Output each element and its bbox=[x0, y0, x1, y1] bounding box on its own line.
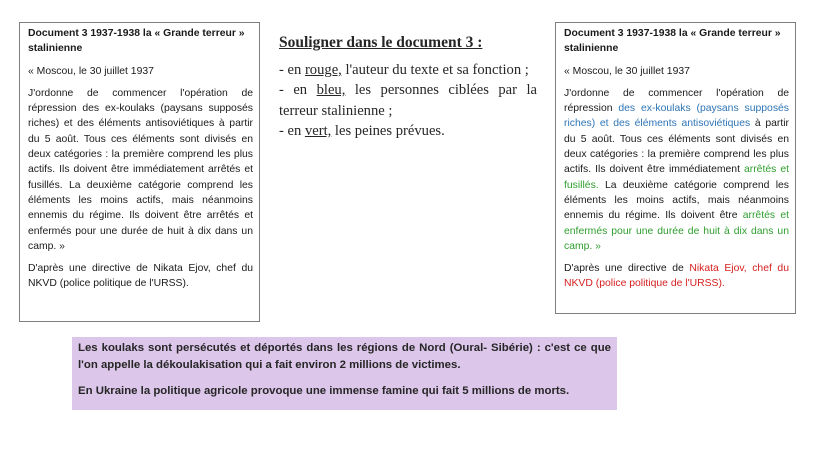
instructions-title: Souligner dans le document 3 : bbox=[279, 34, 483, 51]
summary-box bbox=[72, 337, 617, 410]
instruction-green: - en vert, les peines prévues. bbox=[279, 122, 445, 139]
document-source: D'après une directive de Nikata Ejov, chef du NKVD (police politique de l'URSS). bbox=[28, 263, 253, 290]
document-place-date: « Moscou, le 30 juillet 1937 bbox=[28, 65, 154, 77]
document-place-date: « Moscou, le 30 juillet 1937 bbox=[564, 65, 690, 77]
document-quote-annotated: J'ordonne de commencer l'opération de répression des ex-koulaks (paysans supposés riches) et des éléments antisoviétiques à partir du 5 août. Tous ces éléments sont divisés en deux catégories : la première comprend les plus actifs. Ils doivent être immédiatement arrêtés et fusillés. La deuxième catégorie comprend les éléments les moins actifs, mais néanmoins ennemis du régime. Ils doivent être arrêtés et enfermés pour une durée de huit à dix dans un camp. » bbox=[564, 87, 789, 252]
summary-dekoulakisation: Les koulaks sont persécutés et déportés dans les régions de Nord (Oural- Sibérie) : c'est ce que l'on appelle la dékoulakisation qui a fait environ 2 millions de victimes. bbox=[78, 342, 611, 371]
document-3-original bbox=[19, 22, 260, 322]
instruction-red: - en rouge, l'auteur du texte et sa fonction ; bbox=[279, 62, 529, 78]
document-source-annotated: D'après une directive de Nikata Ejov, chef du NKVD (police politique de l'URSS). bbox=[564, 263, 789, 290]
highlight-red-author: Nikata Ejov, chef du NKVD (police politique de l'URSS). bbox=[564, 263, 789, 290]
document-3-annotated bbox=[555, 22, 796, 314]
instruction-blue: - en bleu, les personnes ciblées par la terreur stalinienne ; bbox=[279, 82, 538, 119]
document-title: Document 3 1937-1938 la « Grande terreur » stalinienne bbox=[28, 28, 245, 55]
document-title: Document 3 1937-1938 la « Grande terreur » stalinienne bbox=[564, 28, 781, 55]
highlight-blue-targets: des ex-koulaks (paysans supposés riches) et des éléments antisoviétiques bbox=[564, 103, 789, 130]
document-quote: J'ordonne de commencer l'opération de répression des ex-koulaks (paysans supposés riches) et des éléments antisoviétiques à partir du 5 août. Tous ces éléments sont divisés en deux catégories : la première comprend les plus actifs. Ils doivent être immédiatement arrêtés et fusillés. La deuxième catégorie comprend les éléments les moins actifs, mais néanmoins ennemis du régime. Ils doivent être arrêtés et enfermés pour une durée de huit à dix dans un camp. » bbox=[28, 87, 253, 252]
summary-famine: En Ukraine la politique agricole provoque une immense famine qui fait 5 millions de morts. bbox=[78, 385, 570, 397]
highlight-green-penalty-1: arrêtés et fusillés. bbox=[564, 164, 789, 191]
highlight-green-penalty-2: arrêtés et enfermés pour une durée de huit à dix dans un camp. » bbox=[564, 210, 789, 252]
keyword-rouge: rouge, bbox=[304, 62, 342, 78]
keyword-vert: vert, bbox=[304, 122, 332, 139]
keyword-bleu: bleu, bbox=[316, 82, 346, 99]
instructions bbox=[279, 34, 537, 141]
